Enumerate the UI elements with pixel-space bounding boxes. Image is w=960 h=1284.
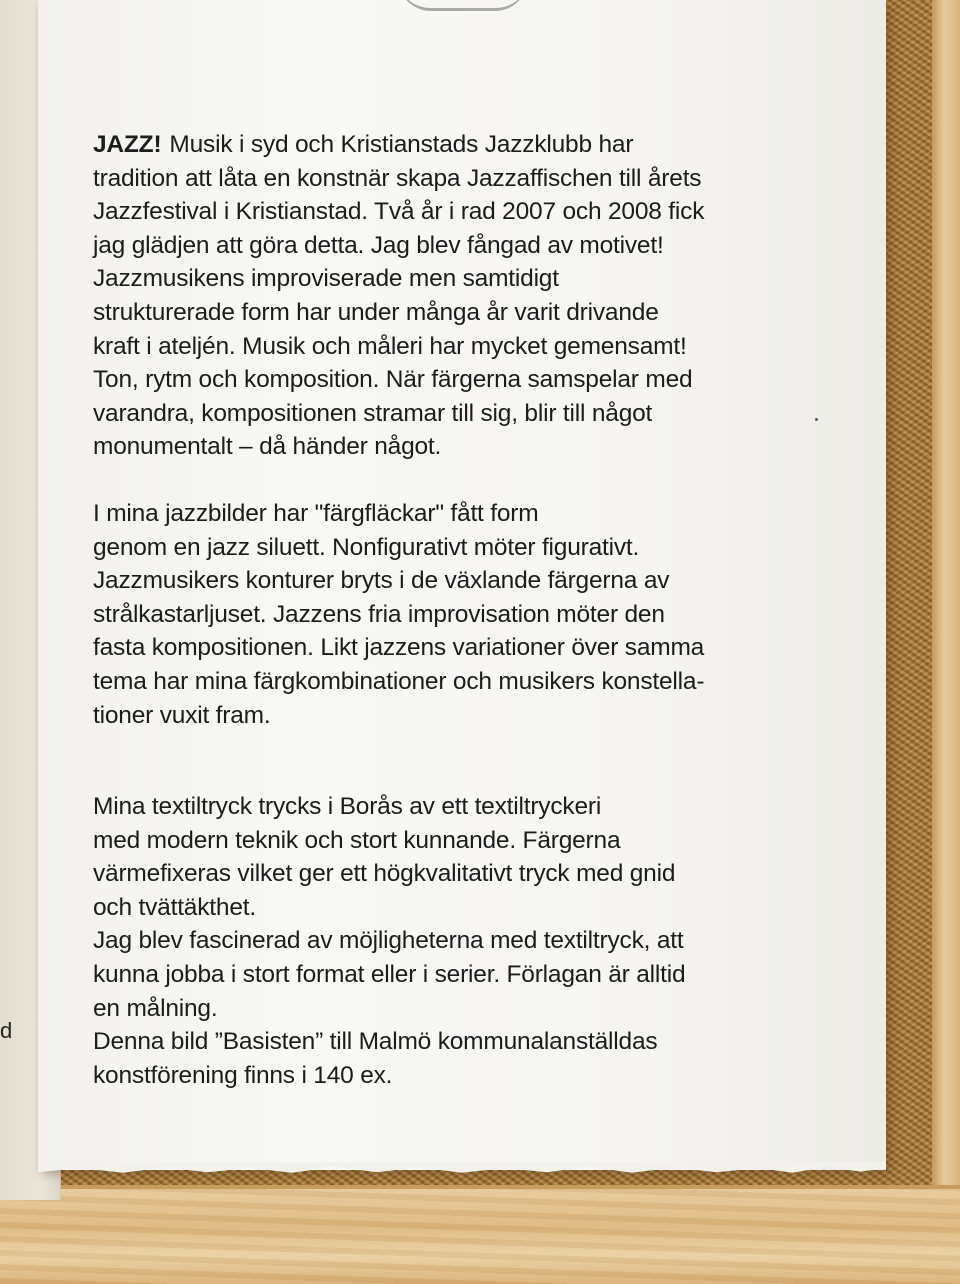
text-line: I mina jazzbilder har "färgfläckar" fått form	[93, 499, 539, 527]
text-line: Denna bild ”Basisten” till Malmö kommunalanställdas	[93, 1028, 658, 1056]
text-line: Jazzfestival i Kristianstad. Två år i rad 2007 och 2008 fick	[93, 198, 705, 226]
text-line: tradition att låta en konstnär skapa Jazzaffischen till årets	[93, 164, 702, 192]
text-line-content: Musik i syd och Kristianstads Jazzklubb har	[169, 131, 634, 158]
text-line	[93, 128, 733, 162]
paper-speck	[815, 418, 818, 421]
jazz-heading: JAZZ!	[93, 131, 162, 158]
text-line: strukturerade form har under många år varit drivande	[93, 298, 659, 326]
text-line: och tvättäkthet.	[93, 893, 256, 921]
text-line: jag glädjen att göra detta. Jag blev fångad av motivet!	[93, 231, 664, 259]
wooden-frame-right	[932, 0, 960, 1280]
paragraph-3	[93, 790, 733, 1092]
paragraph-1	[93, 128, 733, 464]
text-line: konstförening finns i 140 ex.	[93, 1061, 393, 1089]
text-line: Jazzmusikers konturer bryts i de växlande färgerna av	[93, 567, 670, 595]
text-line: en målning.	[93, 994, 218, 1022]
text-line: kunna jobba i stort format eller i serier. Förlagan är alltid	[93, 961, 686, 989]
text-line: Mina textiltryck trycks i Borås av ett textiltryckeri	[93, 793, 602, 821]
left-page-text-fragment: d	[0, 1018, 13, 1043]
article-text	[93, 128, 733, 1125]
text-line: tioner vuxit fram.	[93, 701, 271, 729]
wooden-frame-bottom	[0, 1185, 960, 1284]
text-line: tema har mina färgkombinationer och musikers konstella-	[93, 667, 705, 695]
cut-off-heading-fragment	[398, 0, 528, 11]
text-line: monumentalt – då händer något.	[93, 433, 442, 461]
text-line: Ton, rytm och komposition. När färgerna samspelar med	[93, 366, 693, 394]
text-line: fasta kompositionen. Likt jazzens variationer över samma	[93, 634, 705, 662]
text-line: varandra, kompositionen stramar till sig, blir till något	[93, 399, 653, 427]
text-line: genom en jazz siluett. Nonfigurativt möter figurativt.	[93, 533, 640, 561]
text-line: värmefixeras vilket ger ett högkvalitativt tryck med gnid	[93, 860, 676, 888]
paragraph-2	[93, 497, 733, 732]
text-line: Jag blev fascinerad av möjligheterna med textiltryck, att	[93, 927, 684, 955]
text-line: Jazzmusikens improviserade men samtidigt	[93, 265, 559, 293]
text-line: strålkastarljuset. Jazzens fria improvisation möter den	[93, 600, 665, 628]
text-line: kraft i ateljén. Musik och måleri har mycket gemensamt!	[93, 332, 687, 360]
text-line: med modern teknik och stort kunnande. Färgerna	[93, 826, 621, 854]
